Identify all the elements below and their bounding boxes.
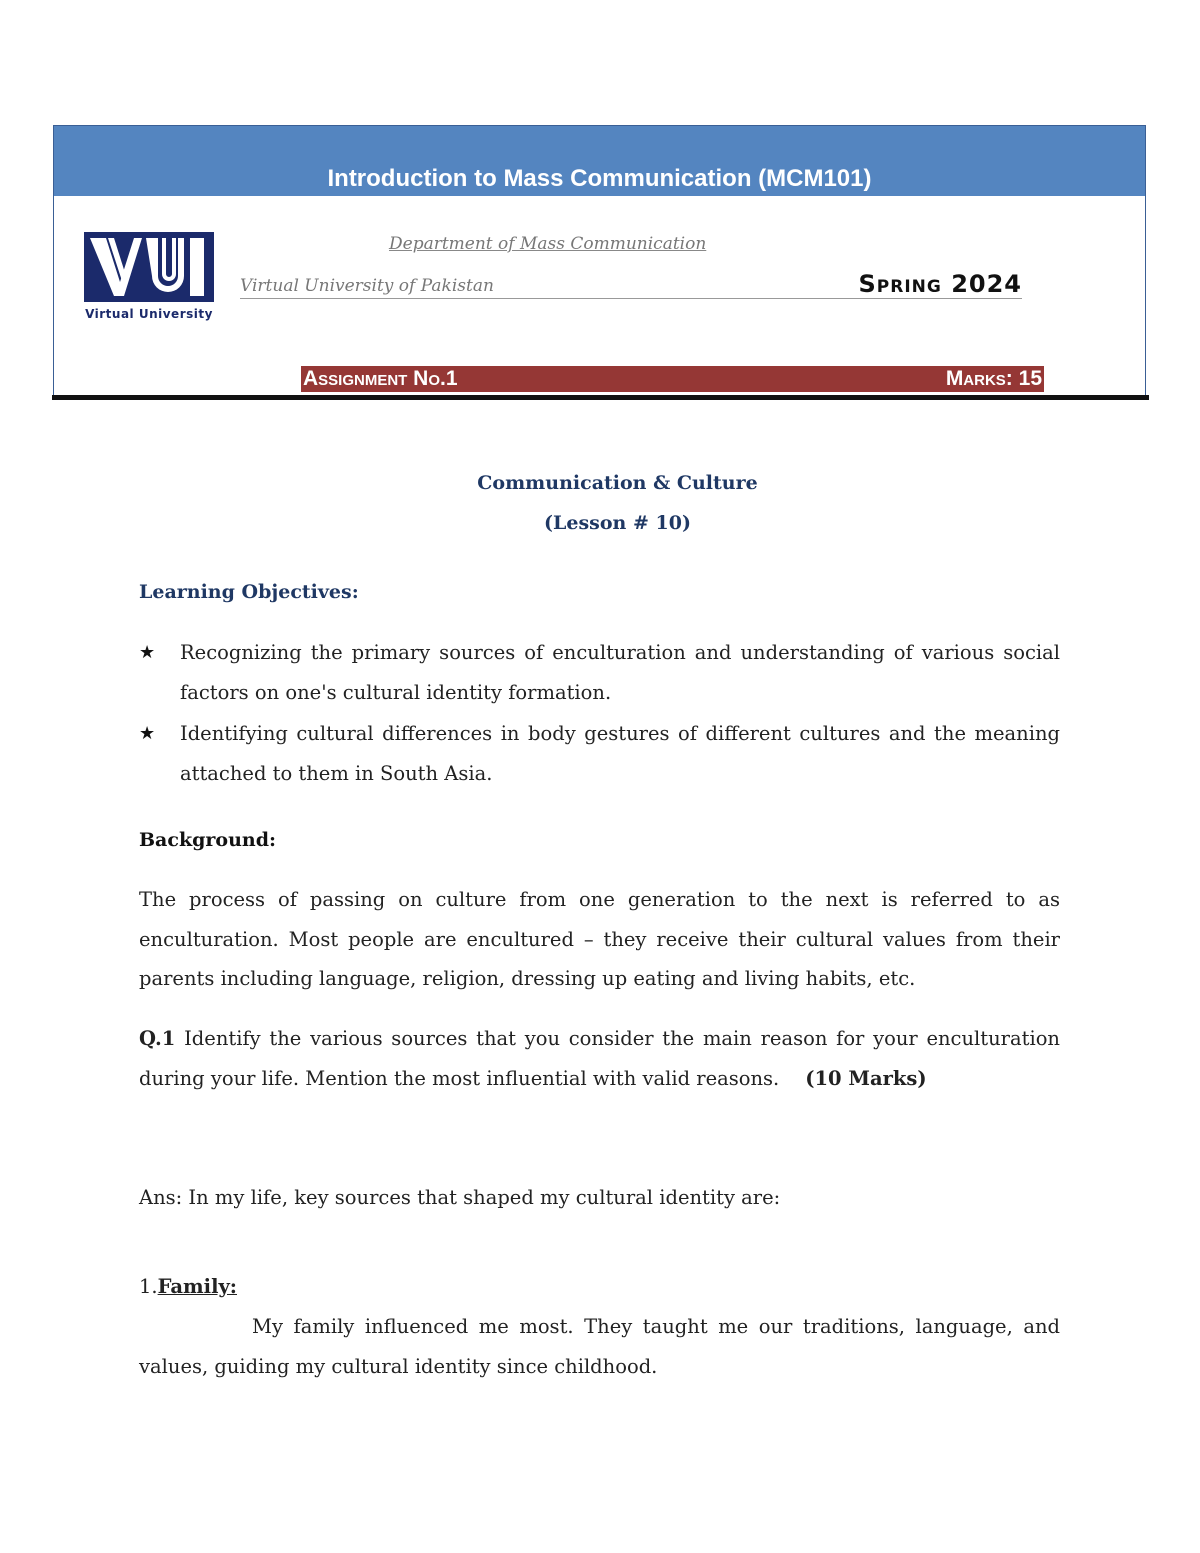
star-bullet-icon: ★ <box>139 723 156 744</box>
answer-intro: Ans: In my life, key sources that shaped my cultural identity are: <box>139 1186 781 1209</box>
assignment-marks: Marks: 15 <box>945 367 1042 390</box>
answer-item-heading-line <box>139 1267 1060 1307</box>
question-marks: (10 Marks) <box>805 1066 927 1090</box>
question-text: Identify the various sources that you consider the main reason for your enculturation during your life. Mention the most influential with valid reasons. <box>139 1027 1060 1090</box>
background-heading: Background: <box>139 829 276 851</box>
university-line <box>240 270 1022 299</box>
objective-text: Recognizing the primary sources of enculturation and understanding of various social factors on one's cultural identity formation. <box>180 641 1060 704</box>
lesson-number: (Lesson # 10) <box>544 512 691 534</box>
objectives-heading: Learning Objectives: <box>139 581 359 603</box>
question-paragraph <box>139 1019 1060 1098</box>
answer-item-text: My family influenced me most. They taught me our traditions, language, and values, guiding my cultural identity since childhood. <box>139 1315 1060 1378</box>
objectives-list <box>139 633 1060 795</box>
semester-label: Spring 2024 <box>858 270 1022 298</box>
assignment-header <box>53 125 1146 396</box>
header-divider <box>52 395 1149 400</box>
topic-title: Communication & Culture <box>477 472 758 494</box>
assignment-bar <box>301 366 1044 392</box>
assignment-number: Assignment No.1 <box>303 367 458 390</box>
objective-text: Identifying cultural differences in body gestures of different cultures and the meaning attached to them in South Asia. <box>180 722 1060 785</box>
background-text: The process of passing on culture from one generation to the next is referred to as enculturation. Most people are encultured – they receive their cultural values from their parents including language, religion, dressing up eating and living habits, etc. <box>139 888 1060 990</box>
department-name: Department of Mass Communication <box>389 234 707 254</box>
question-label: Q.1 <box>139 1027 176 1050</box>
answer-item-number: 1. <box>139 1275 158 1298</box>
star-bullet-icon: ★ <box>139 642 156 663</box>
list-item <box>139 714 1060 793</box>
logo-caption: Virtual University <box>85 307 213 321</box>
answer-item-heading: Family: <box>157 1275 237 1298</box>
university-name: Virtual University of Pakistan <box>240 276 494 296</box>
list-item <box>139 633 1060 712</box>
course-title: Introduction to Mass Communication (MCM101) <box>327 165 872 192</box>
